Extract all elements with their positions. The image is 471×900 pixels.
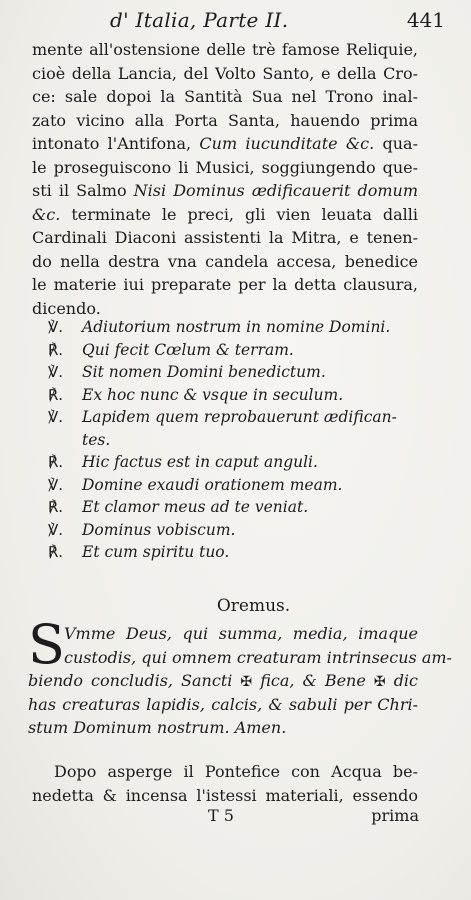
text-line: [32, 132, 418, 156]
text-segment: fica, & Bene: [260, 671, 366, 690]
text-segment: terminate le preci, gli vien leuata dalli: [71, 204, 418, 224]
versicle-text: Dominus vobiscum.: [82, 520, 236, 539]
psalm-incipit: Nisi Dominus ædificauerit domum: [133, 181, 418, 200]
response-text: Et cum spiritu tuo.: [82, 543, 230, 561]
response-row: [48, 451, 428, 474]
prayer-line: has creaturas lapidis, calcis, & sabuli per Chri-: [28, 694, 418, 714]
running-head-title: d' Italia, Parte II.: [110, 8, 289, 32]
versicle-mark: ℣.: [48, 363, 64, 381]
catchword: prima: [371, 806, 419, 825]
oremus-heading: Oremus.: [216, 596, 291, 616]
cross-icon: ✠: [373, 674, 386, 690]
drop-cap: S: [28, 613, 65, 676]
cross-icon: ✠: [240, 674, 253, 690]
text-line: mente all'ostensione delle trè famose Reliquie,: [32, 40, 418, 59]
prayer-line: stum Dominum nostrum. Amen.: [28, 718, 287, 737]
prayer-line: [28, 669, 418, 693]
prayer-paragraph: [28, 622, 452, 740]
text-line: do nella destra vna candela accesa, benedice: [32, 251, 418, 271]
prayer-line: custodis, qui omnem creaturam intrinsecus am-: [64, 647, 452, 667]
versicle-row: [48, 316, 428, 339]
running-head: [0, 6, 471, 36]
page-footer: [0, 806, 471, 830]
response-text: Qui fecit Cœlum & terram.: [82, 340, 294, 359]
text-line: zato vicino alla Porta Santa, hauendo prima: [32, 110, 418, 130]
text-segment: qua-: [382, 134, 418, 153]
prayer-line: Vmme Deus, qui summa, media, imaque: [64, 624, 418, 643]
text-line: Dopo asperge il Pontefice con Acqua be-: [54, 762, 418, 781]
versicle-text: Sit nomen Domini benedictum.: [82, 363, 326, 381]
text-line: cioè della Lancia, del Volto Santo, e della Cro-: [32, 63, 418, 83]
text-segment: proseguiscono li Musici, soggiungendo que-: [53, 157, 419, 177]
text-segment: le: [32, 157, 47, 177]
versicle-list: [48, 316, 428, 564]
text-line: ce: sale dopoi la Santità Sua nel Trono inal-: [32, 87, 418, 106]
text-line: dicendo.: [32, 298, 101, 318]
response-row: [48, 541, 428, 564]
versicle-continuation: [48, 429, 428, 452]
text-line: [32, 156, 418, 180]
versicle-text: Domine exaudi orationem meam.: [82, 475, 343, 494]
response-mark: ℟.: [48, 453, 64, 471]
versicle-mark: ℣.: [48, 408, 64, 426]
response-mark: ℟.: [48, 498, 64, 516]
response-text: Hic factus est in caput anguli.: [82, 453, 318, 471]
etc-abbrev: &c.: [32, 204, 61, 224]
antiphon-incipit: Cum iucunditate &c.: [199, 134, 375, 153]
response-mark: ℟.: [48, 543, 64, 561]
response-mark: ℟.: [48, 385, 64, 404]
response-mark: ℟.: [48, 340, 64, 359]
text-line: Cardinali Diaconi assistenti la Mitra, e tenen-: [32, 228, 418, 247]
page-number: 441: [406, 8, 445, 32]
versicle-mark: ℣.: [48, 520, 64, 539]
versicle-row: [48, 519, 428, 542]
versicle-row: [48, 361, 428, 384]
versicle-text: Adiutorium nostrum in nomine Domini.: [82, 318, 391, 336]
signature-mark: T 5: [208, 806, 234, 825]
text-line: [32, 179, 418, 203]
versicle-text: Lapidem quem reprobauerunt ædifican-: [82, 408, 397, 426]
versicle-row: [48, 474, 428, 497]
response-text: Ex hoc nunc & vsque in seculum.: [82, 385, 344, 404]
response-row: [48, 496, 428, 519]
text-line: [32, 203, 418, 227]
text-segment: dic: [393, 671, 419, 690]
closing-paragraph: [32, 760, 418, 807]
text-segment: biendo concludis, Sancti: [28, 671, 233, 690]
response-row: [48, 339, 428, 362]
text-line: nedetta & incensa l'istessi materiali, essendo: [32, 785, 418, 805]
text-segment: intonato l'Antifona,: [32, 134, 192, 153]
versicle-mark: ℣.: [48, 318, 64, 336]
versicle-mark: ℣.: [48, 475, 64, 494]
versicle-text: tes.: [82, 430, 111, 449]
text-segment: sti il Salmo: [32, 181, 127, 200]
response-row: [48, 384, 428, 407]
body-paragraph: [32, 38, 418, 320]
versicle-row: [48, 406, 428, 429]
text-line: le materie iui preparate per la detta clausura,: [32, 275, 418, 294]
response-text: Et clamor meus ad te veniat.: [82, 498, 309, 516]
